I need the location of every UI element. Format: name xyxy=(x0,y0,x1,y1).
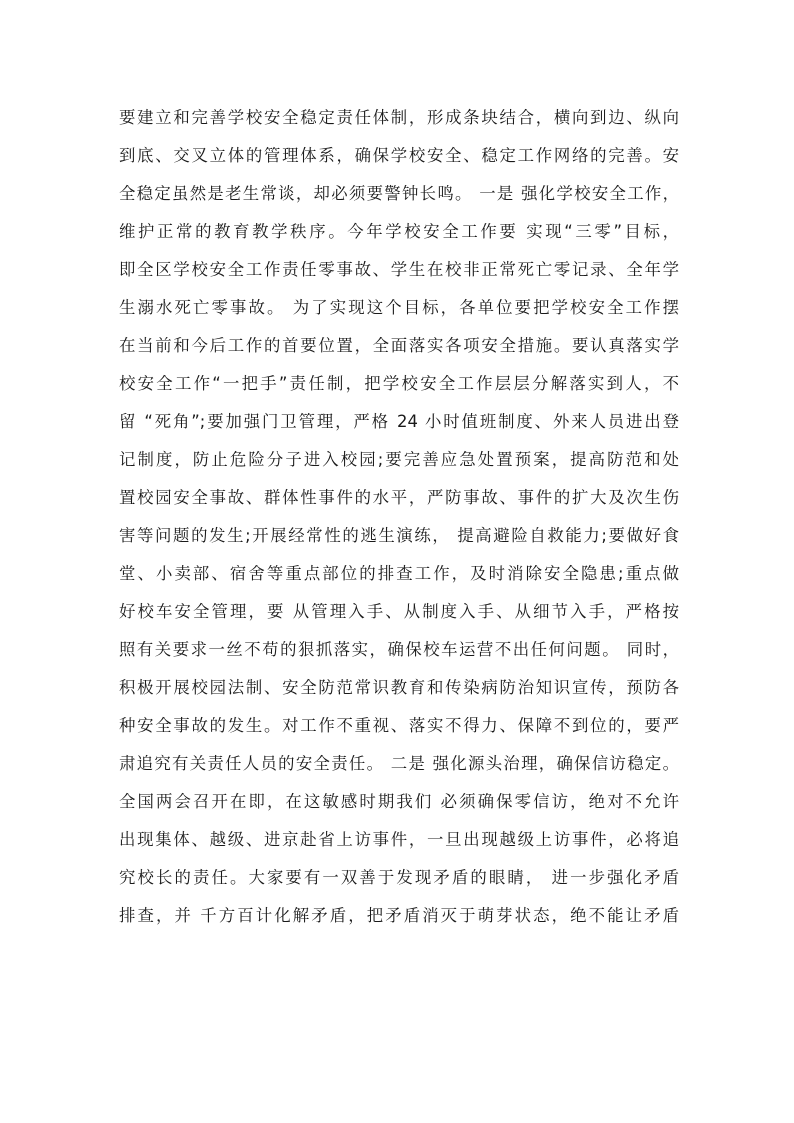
text-line: 要建立和完善学校安全稳定责任体制，形成条块结合，横向到边、纵向 xyxy=(119,108,679,127)
text-line: 出现集体、越级、进京赴省上访事件，一旦出现越级上访事件，必将追 xyxy=(119,830,679,849)
text-line: 害等问题的发生;开展经常性的逃生演练， 提高避险自救能力;要做好食 xyxy=(119,526,679,545)
text-line: 照有关要求一丝不苟的狠抓落实，确保校车运营不出任何问题。 同时， xyxy=(119,640,679,659)
text-line: 到底、交叉立体的管理体系，确保学校安全、稳定工作网络的完善。安 xyxy=(119,146,679,165)
text-line: 肃追究有关责任人员的安全责任。 二是 强化源头治理，确保信访稳定。 xyxy=(119,754,679,773)
text-line: 置校园安全事故、群体性事件的水平，严防事故、事件的扩大及次生伤 xyxy=(119,488,679,507)
text-line: 好校车安全管理，要 从管理入手、从制度入手、从细节入手，严格按 xyxy=(119,602,679,621)
text-line: 排查，并 千方百计化解矛盾，把矛盾消灭于萌芽状态，绝不能让矛盾 xyxy=(119,906,679,925)
text-line: 维护正常的教育教学秩序。今年学校安全工作要 实现“三零”目标， xyxy=(119,222,679,241)
text-line: 种安全事故的发生。对工作不重视、落实不得力、保障不到位的，要严 xyxy=(119,716,679,735)
text-line: 堂、小卖部、宿舍等重点部位的排查工作，及时消除安全隐患;重点做 xyxy=(119,564,679,583)
text-line: 究校长的责任。大家要有一双善于发现矛盾的眼睛， 进一步强化矛盾 xyxy=(119,868,679,887)
text-line: 在当前和今后工作的首要位置，全面落实各项安全措施。要认真落实学 xyxy=(119,336,679,355)
text-line: 全国两会召开在即，在这敏感时期我们 必须确保零信访，绝对不允许 xyxy=(119,792,679,811)
text-line: 留 “死角”;要加强门卫管理，严格 24 小时值班制度、外来人员进出登 xyxy=(119,412,679,431)
text-line: 积极开展校园法制、安全防范常识教育和传染病防治知识宣传，预防各 xyxy=(119,678,679,697)
text-line: 校安全工作“一把手”责任制，把学校安全工作层层分解落实到人，不 xyxy=(119,374,679,393)
text-line: 记制度，防止危险分子进入校园;要完善应急处置预案，提高防范和处 xyxy=(119,450,679,469)
text-line: 即全区学校安全工作责任零事故、学生在校非正常死亡零记录、全年学 xyxy=(119,260,679,279)
body-text xyxy=(119,99,679,935)
text-line: 生溺水死亡零事故。 为了实现这个目标，各单位要把学校安全工作摆 xyxy=(119,298,679,317)
text-line: 全稳定虽然是老生常谈，却必须要警钟长鸣。 一是 强化学校安全工作， xyxy=(119,184,679,203)
